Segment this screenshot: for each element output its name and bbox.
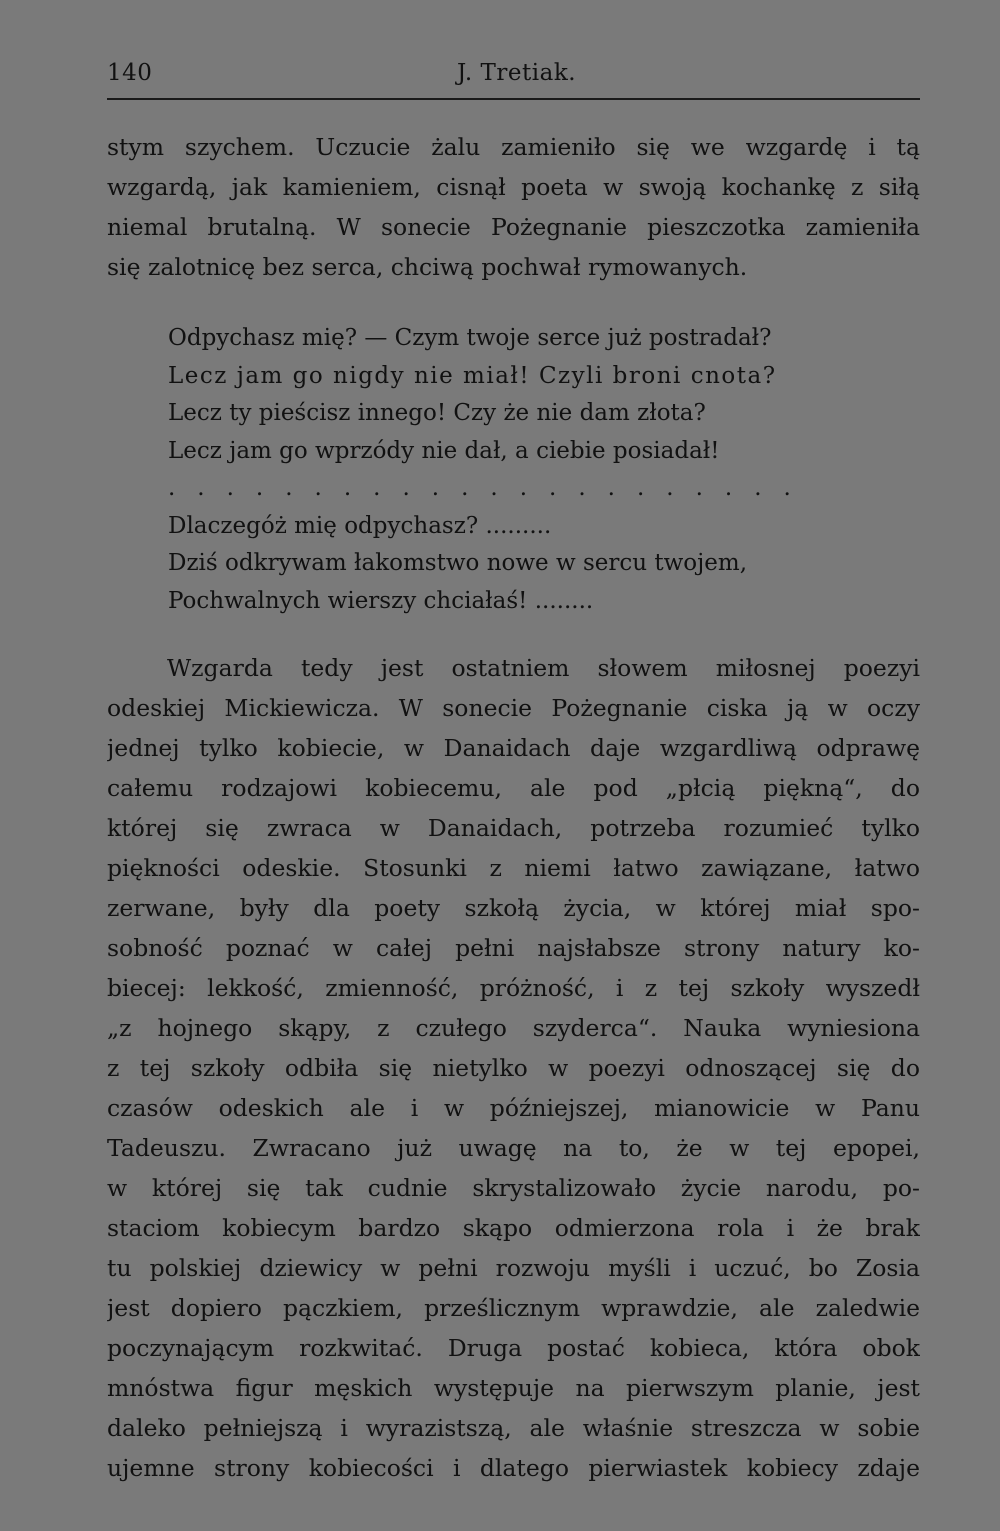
text-line: ujemne strony kobiecości i dlatego pierwiastek kobiecy zdaje <box>107 1454 920 1482</box>
text-line: się zalotnicę bez serca, chciwą pochwał rymowanych. <box>107 253 748 281</box>
text-line: zerwane, były dla poety szkołą życia, w której miał spo- <box>107 894 920 922</box>
verse-line: Dziś odkrywam łakomstwo nowe w sercu twojem, <box>168 550 748 576</box>
verse-line: Odpychasz mię? — Czym twoje serce już postradał? <box>168 325 772 351</box>
text-line: czasów odeskich ale i w późniejszej, mianowicie w Panu <box>107 1094 920 1122</box>
verse-quote <box>168 320 920 620</box>
page-number: 140 <box>107 60 153 86</box>
paragraph-1 <box>107 127 920 287</box>
verse-line: Lecz jam go wprzódy nie dał, a ciebie posiadał! <box>168 437 720 464</box>
verse-line: Lecz jam go nigdy nie miał! Czyli broni cnota? <box>168 362 777 389</box>
text-line: „z hojnego skąpy, z czułego szyderca“. Nauka wyniesiona <box>107 1014 920 1042</box>
text-line: odeskiej Mickiewicza. W sonecie Pożegnanie ciska ją w oczy <box>107 694 920 722</box>
paragraph-2 <box>107 648 920 1488</box>
text-line: staciom kobiecym bardzo skąpo odmierzona rola i że brak <box>107 1214 920 1242</box>
text-line: której się zwraca w Danaidach, potrzeba rozumieć tylko <box>107 814 920 842</box>
text-line: jednej tylko kobiecie, w Danaidach daje wzgardliwą odprawę <box>107 734 920 762</box>
text-line: biecej: lekkość, zmienność, próżność, i z tej szkoły wyszedł <box>107 974 920 1002</box>
text-line: w której się tak cudnie skrystalizowało życie narodu, po- <box>107 1174 920 1202</box>
text-line: stym szychem. Uczucie żalu zamieniło się we wzgardę i tą <box>107 133 920 161</box>
text-line: całemu rodzajowi kobiecemu, ale pod „płcią piękną“, do <box>107 774 920 802</box>
text-line: wzgardą, jak kamieniem, cisnął poeta w swoją kochankę z siłą <box>107 173 920 201</box>
running-head: J. Tretiak. <box>457 60 577 86</box>
text-line: jest dopiero pączkiem, prześlicznym wprawdzie, ale zaledwie <box>107 1294 920 1322</box>
verse-line: Lecz ty pieścisz innego! Czy że nie dam złota? <box>168 400 706 426</box>
text-line: z tej szkoły odbiła się nietylko w poezyi odnoszącej się do <box>107 1054 920 1082</box>
header-rule <box>107 98 920 100</box>
text-line: niemal brutalną. W sonecie Pożegnanie pieszczotka zamieniła <box>107 213 920 241</box>
text-line: piękności odeskie. Stosunki z niemi łatwo zawiązane, łatwo <box>107 854 920 882</box>
text-line: poczynającym rozkwitać. Druga postać kobieca, która obok <box>107 1334 920 1362</box>
text-line: Tadeuszu. Zwracano już uwagę na to, że w tej epopei, <box>107 1134 920 1162</box>
text-line: tu polskiej dziewicy w pełni rozwoju myśli i uczuć, bo Zosia <box>107 1254 920 1282</box>
text-line: daleko pełniejszą i wyrazistszą, ale właśnie streszcza w sobie <box>107 1414 920 1442</box>
ellipsis-line: ...................... <box>168 475 813 501</box>
text-line: Wzgarda tedy jest ostatniem słowem miłosnej poezyi <box>167 654 920 682</box>
text-line: mnóstwa figur męskich występuje na pierwszym planie, jest <box>107 1374 920 1402</box>
verse-line: Dlaczegóż mię odpychasz? ......... <box>168 512 552 539</box>
page-header <box>107 60 920 90</box>
verse-line: Pochwalnych wierszy chciałaś! ........ <box>168 587 594 614</box>
text-line: sobność poznać w całej pełni najsłabsze strony natury ko- <box>107 934 920 962</box>
